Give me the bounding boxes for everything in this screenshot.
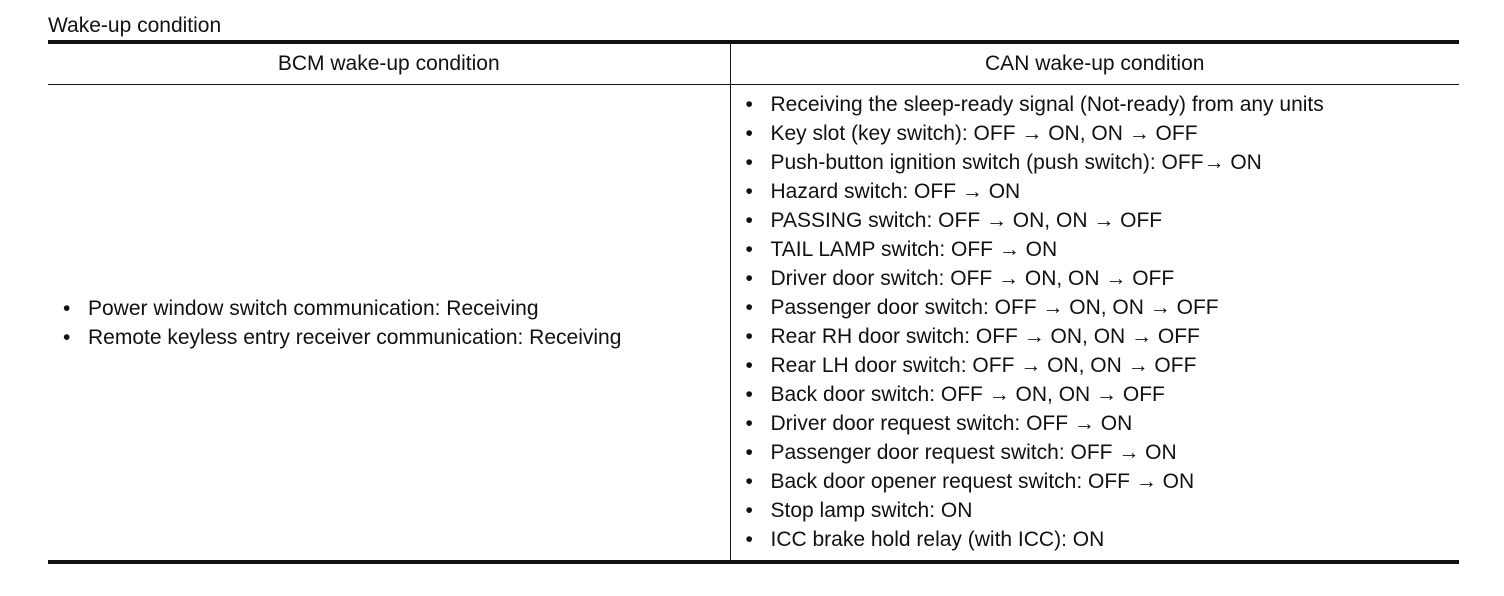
can-condition-item xyxy=(731,351,1460,380)
can-condition-item xyxy=(731,177,1460,206)
bullet-icon: • xyxy=(745,499,753,522)
condition-text: Rear RH door switch: OFF → ON, ON → OFF xyxy=(770,325,1200,348)
can-condition-item xyxy=(731,90,1460,119)
condition-text: Hazard switch: OFF → ON xyxy=(770,180,1021,203)
bullet-icon: • xyxy=(63,296,71,320)
bullet-icon: • xyxy=(745,151,753,174)
bullet-icon: • xyxy=(745,267,753,290)
bullet-icon: • xyxy=(745,528,753,551)
bcm-condition-item xyxy=(48,294,730,323)
wake-up-condition-table xyxy=(48,40,1459,564)
bcm-conditions-cell xyxy=(48,85,730,563)
table-row xyxy=(48,85,1459,563)
can-condition-item xyxy=(731,380,1460,409)
can-condition-item xyxy=(731,206,1460,235)
can-condition-item xyxy=(731,438,1460,467)
condition-text: Back door opener request switch: OFF → ON xyxy=(770,470,1195,493)
bullet-icon: • xyxy=(745,441,753,464)
header-bcm-wake-up: BCM wake-up condition xyxy=(48,42,730,85)
condition-text: Remote keyless entry receiver communication: Receiving xyxy=(88,325,622,349)
can-condition-item xyxy=(731,409,1460,438)
can-condition-item xyxy=(731,148,1460,177)
condition-text: Receiving the sleep-ready signal (Not-ready) from any units xyxy=(770,93,1324,116)
table-caption: Wake-up condition xyxy=(48,14,222,37)
bullet-icon: • xyxy=(745,238,753,261)
wake-up-condition-table-container xyxy=(48,40,1459,564)
condition-text: Key slot (key switch): OFF → ON, ON → OFF xyxy=(770,122,1198,145)
can-conditions-cell xyxy=(730,85,1459,563)
bcm-conditions-list xyxy=(48,294,730,352)
condition-text: PASSING switch: OFF → ON, ON → OFF xyxy=(770,209,1163,232)
condition-text: TAIL LAMP switch: OFF → ON xyxy=(770,238,1058,261)
bullet-icon: • xyxy=(745,93,753,116)
condition-text: Driver door switch: OFF → ON, ON → OFF xyxy=(770,267,1175,290)
bullet-icon: • xyxy=(745,325,753,348)
bullet-icon: • xyxy=(745,383,753,406)
condition-text: Back door switch: OFF → ON, ON → OFF xyxy=(770,383,1165,406)
condition-text: Push-button ignition switch (push switch): OFF→ ON xyxy=(770,151,1262,174)
bcm-condition-item xyxy=(48,323,730,352)
condition-text: Stop lamp switch: ON xyxy=(770,499,973,522)
condition-text: Driver door request switch: OFF → ON xyxy=(770,412,1133,435)
bullet-icon: • xyxy=(745,470,753,493)
bullet-icon: • xyxy=(745,296,753,319)
bullet-icon: • xyxy=(745,412,753,435)
bullet-icon: • xyxy=(63,325,71,349)
header-can-wake-up: CAN wake-up condition xyxy=(730,42,1459,85)
can-condition-item xyxy=(731,119,1460,148)
condition-text: ICC brake hold relay (with ICC): ON xyxy=(770,528,1105,551)
can-conditions-list xyxy=(731,90,1460,554)
can-condition-item xyxy=(731,525,1460,554)
can-condition-item xyxy=(731,496,1460,525)
bullet-icon: • xyxy=(745,354,753,377)
bullet-icon: • xyxy=(745,209,753,232)
can-condition-item xyxy=(731,235,1460,264)
can-condition-item xyxy=(731,322,1460,351)
bullet-icon: • xyxy=(745,122,753,145)
table-header-row xyxy=(48,42,1459,85)
bullet-icon: • xyxy=(745,180,753,203)
can-condition-item xyxy=(731,467,1460,496)
can-condition-item xyxy=(731,264,1460,293)
condition-text: Passenger door request switch: OFF → ON xyxy=(770,441,1177,464)
condition-text: Passenger door switch: OFF → ON, ON → OFF xyxy=(770,296,1219,319)
condition-text: Power window switch communication: Receiving xyxy=(88,296,539,320)
condition-text: Rear LH door switch: OFF → ON, ON → OFF xyxy=(770,354,1197,377)
can-condition-item xyxy=(731,293,1460,322)
